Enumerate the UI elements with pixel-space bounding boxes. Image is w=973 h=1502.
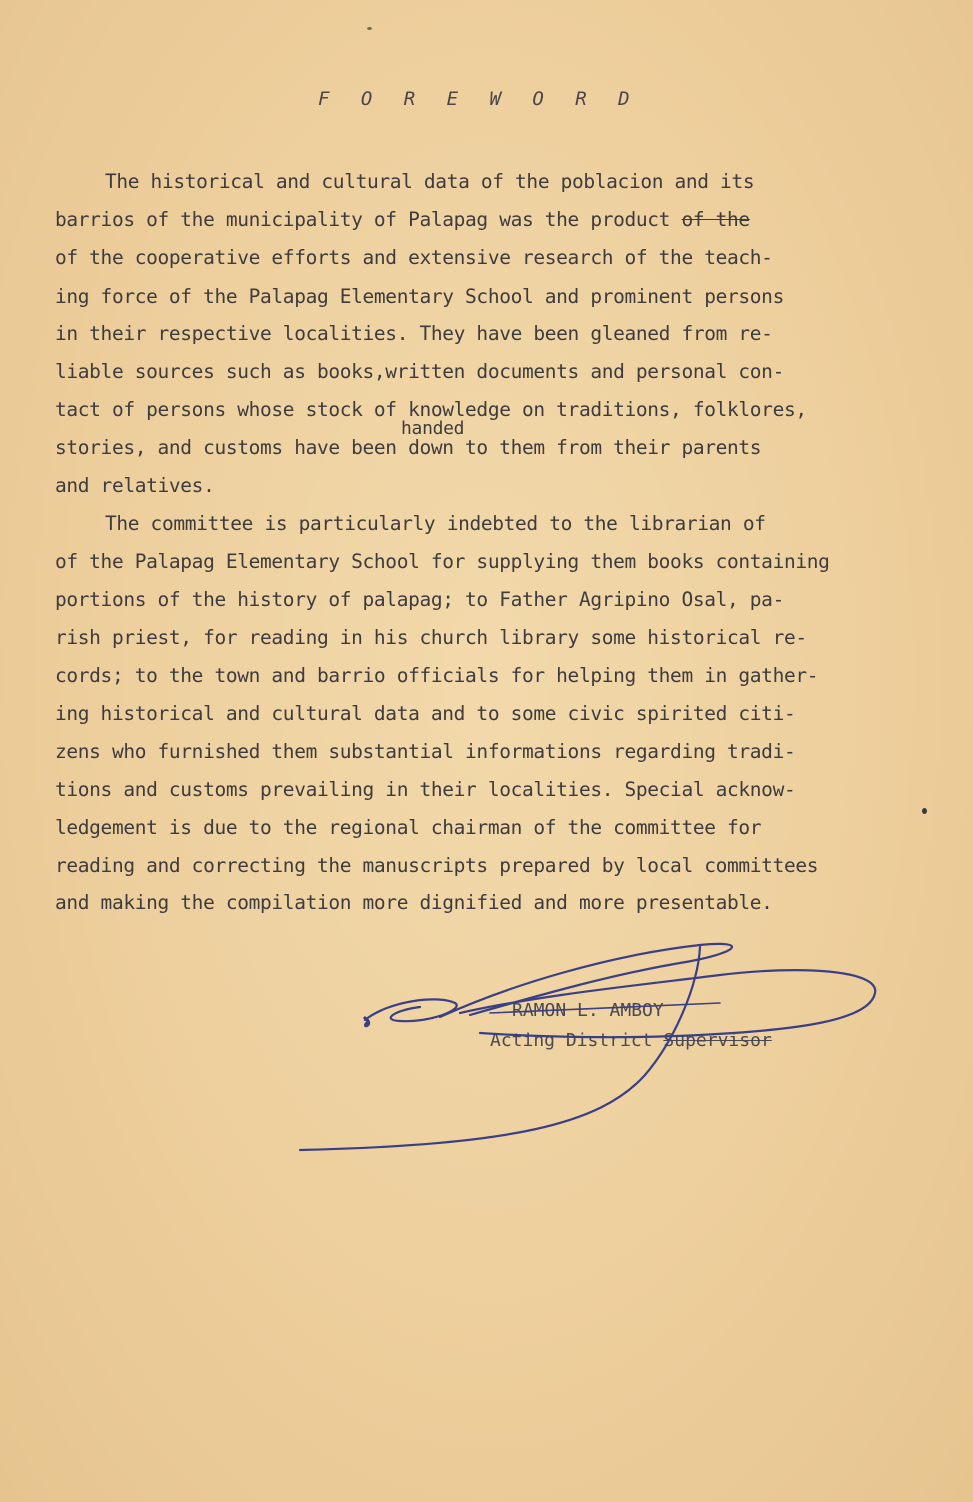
p2-line-5: cords; to the town and barrio officials for helping them in gather- — [55, 664, 819, 687]
p2-line-8: tions and customs prevailing in their localities. Special acknow- — [55, 778, 796, 801]
p2-line-10: reading and correcting the manuscripts prepared by local committees — [55, 854, 819, 877]
signatory-title-struck: Supervisor — [663, 1030, 772, 1051]
p2-line-11: and making the compilation more dignified and more presentable. — [55, 891, 773, 914]
signatory-name: RAMON L. AMBOY — [512, 1000, 664, 1021]
ink-dot — [922, 808, 927, 814]
p2-line-4: rish priest, for reading in his church library some historical re- — [55, 626, 807, 649]
p1-line-7: tact of persons whose stock of knowledge on traditions, folklores, — [55, 398, 807, 421]
struck-text: of the — [681, 208, 750, 231]
p1-line-2 — [55, 208, 750, 231]
p1-line-9: and relatives. — [55, 474, 215, 497]
p1-line-8: stories, and customs have been down to them from their parents — [55, 436, 762, 459]
p1-line-5: in their respective localities. They have been gleaned from re- — [55, 322, 773, 345]
p1-line-4: ing force of the Palapag Elementary School and prominent persons — [55, 285, 784, 308]
p1-line-6: liable sources such as books,written documents and personal con- — [55, 360, 784, 383]
handwritten-insertion: handed — [401, 418, 465, 439]
paper-speck — [367, 27, 372, 30]
page-title: F O R E W O R D — [318, 88, 640, 110]
p1-line-1: The historical and cultural data of the poblacion and its — [105, 170, 755, 193]
handwritten-signature — [280, 925, 900, 1165]
p2-line-2: of the Palapag Elementary School for supplying them books containing — [55, 550, 830, 573]
p2-line-6: ing historical and cultural data and to some civic spirited citi- — [55, 702, 796, 725]
p2-line-7: zens who furnished them substantial informations regarding tradi- — [55, 740, 796, 763]
signatory-title-main: Acting District — [490, 1030, 653, 1051]
p2-line-9: ledgement is due to the regional chairman of the committee for — [55, 816, 762, 839]
p2-line-3: portions of the history of palapag; to Father Agripino Osal, pa- — [55, 588, 784, 611]
p1-line-3: of the cooperative efforts and extensive research of the teach- — [55, 246, 773, 269]
p2-line-1: The committee is particularly indebted to the librarian of — [105, 512, 766, 535]
p1-line-2-text: barrios of the municipality of Palapag was the product — [55, 208, 671, 231]
